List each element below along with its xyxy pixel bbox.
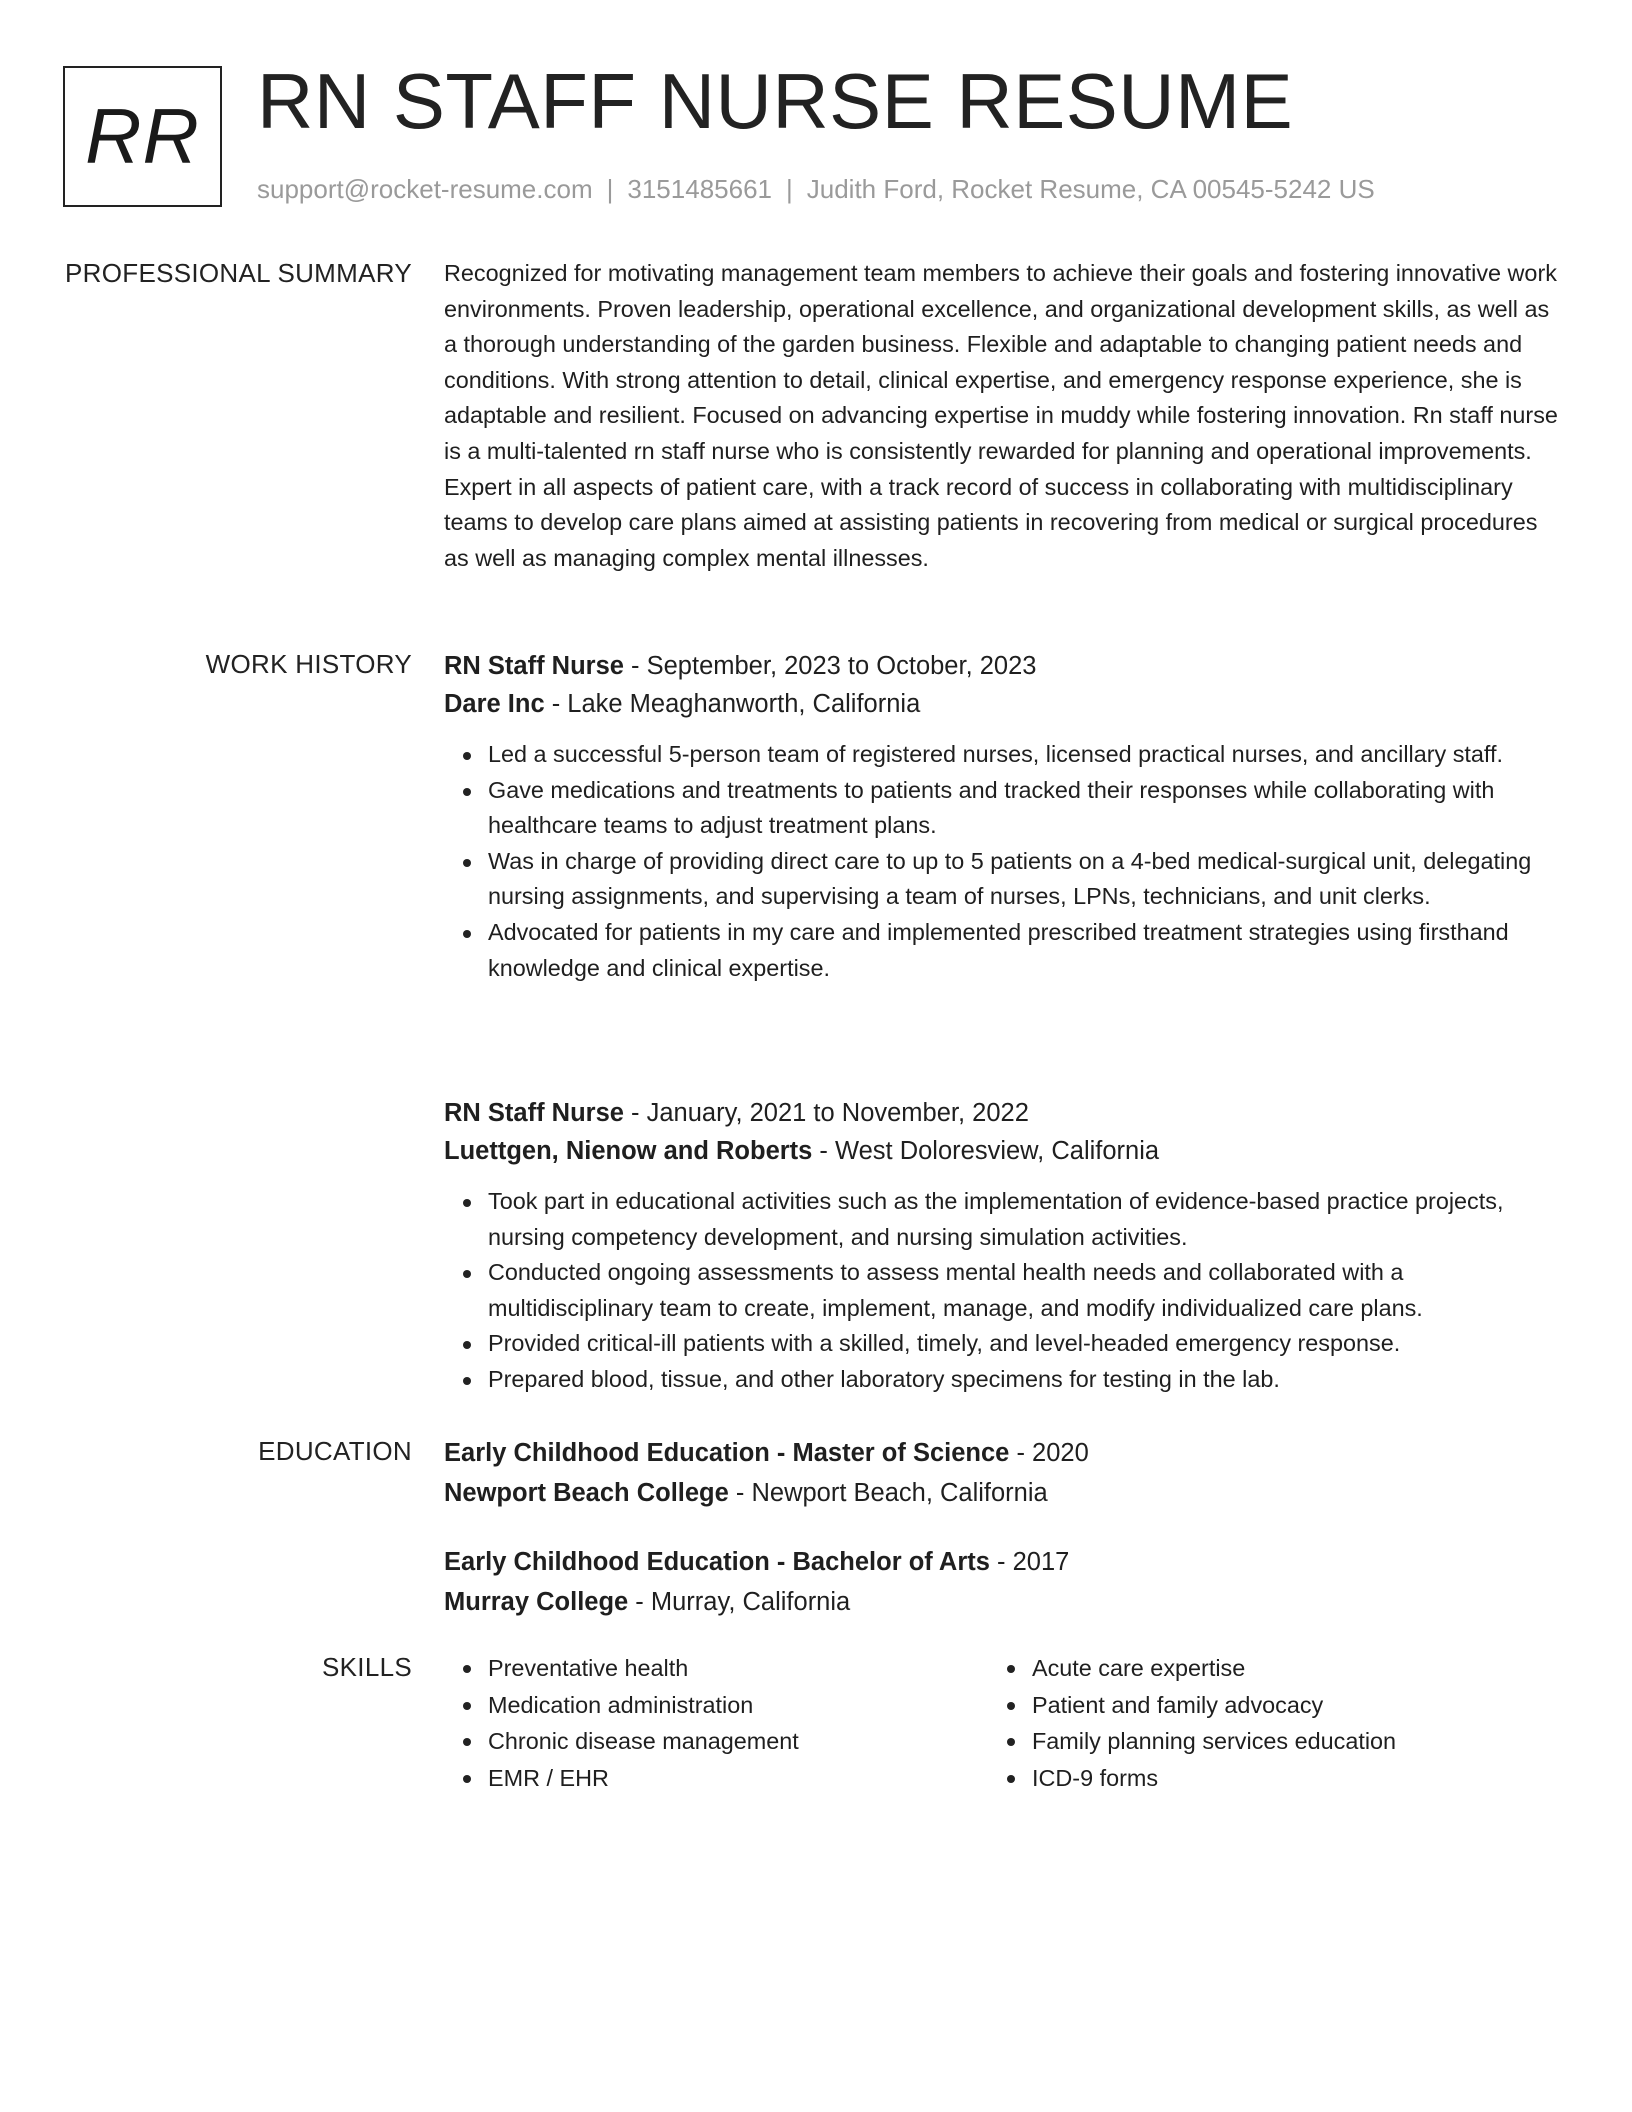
job-dates: - September, 2023 to October, 2023	[623, 652, 1037, 680]
summary-text: Recognized for motivating management team members to achieve their goals and fostering innovative work environments. Proven leadership, operational excellence, and organizational development skills, as well as a thorough understanding of the garden business. Flexible and adaptable to changing patient needs and conditions. With strong attention to detail, clinical expertise, and emergency response experience, she is adaptable and resilient. Focused on advancing expertise in muddy while fostering innovation. Rn staff nurse is a multi-talented rn staff nurse who is consistently rewarded for planning and operational improvements. Expert in all aspects of patient care, with a track record of success in collaborating with multidisciplinary teams to develop care plans aimed at assisting patients in recovering from medical or surgical procedures as well as managing complex mental illnesses.	[444, 260, 1558, 571]
contact-email: support@rocket-resume.com	[257, 174, 593, 204]
education-school-line	[444, 1474, 1559, 1512]
education-degree: Early Childhood Education - Master of Science	[444, 1439, 1010, 1467]
education-school: Newport Beach College	[444, 1479, 729, 1507]
skills-list	[988, 1650, 1396, 1796]
contact-separator: |	[606, 174, 614, 204]
skill-item: Patient and family advocacy	[1032, 1687, 1396, 1724]
skills-column-left	[444, 1650, 799, 1796]
job-company: Dare Inc	[444, 690, 545, 718]
skill-item: Chronic disease management	[488, 1723, 799, 1760]
education-school-line	[444, 1583, 1559, 1621]
job-title: RN Staff Nurse	[444, 652, 624, 680]
job-bullet: Provided critical-ill patients with a skilled, timely, and level-headed emergency response.	[488, 1326, 1559, 1362]
job-bullet: Conducted ongoing assessments to assess mental health needs and collaborated with a multidisciplinary team to create, implement, manage, and modify individualized care plans.	[488, 1255, 1559, 1326]
education-school: Murray College	[444, 1588, 629, 1616]
education-year: - 2020	[1009, 1439, 1089, 1467]
skill-item: ICD-9 forms	[1032, 1760, 1396, 1797]
education-degree-line	[444, 1434, 1559, 1472]
skills-list	[444, 1650, 799, 1796]
skill-item: Acute care expertise	[1032, 1650, 1396, 1687]
job-bullet: Led a successful 5-person team of registered nurses, licensed practical nurses, and ancillary staff.	[488, 737, 1559, 773]
job-title: RN Staff Nurse	[444, 1099, 624, 1127]
contact-address: Judith Ford, Rocket Resume, CA 00545-5242 US	[806, 174, 1375, 204]
job-entry	[444, 647, 1559, 986]
job-bullet: Gave medications and treatments to patients and tracked their responses while collaborating with healthcare teams to adjust treatment plans.	[488, 773, 1559, 844]
education-location: - Murray, California	[628, 1588, 851, 1616]
job-bullet-list	[444, 1184, 1559, 1398]
monogram-text: RR	[85, 92, 200, 180]
job-location: - West Doloresview, California	[812, 1137, 1160, 1165]
job-company-line	[444, 1132, 1559, 1170]
skill-item: EMR / EHR	[488, 1760, 799, 1797]
contact-separator: |	[786, 174, 793, 204]
education-location: - Newport Beach, California	[728, 1479, 1048, 1507]
education-entry	[444, 1434, 1559, 1512]
education-degree-line	[444, 1543, 1559, 1581]
skill-item: Family planning services education	[1032, 1723, 1396, 1760]
contact-phone: 3151485661	[627, 174, 772, 204]
skills-body	[444, 1650, 1559, 1800]
contact-line	[257, 173, 1375, 205]
section-label-work-history: WORK HISTORY	[205, 649, 412, 679]
job-title-line	[444, 1094, 1559, 1132]
education-degree: Early Childhood Education - Bachelor of Arts	[444, 1548, 990, 1576]
job-company-line	[444, 685, 1559, 723]
section-label-skills: SKILLS	[322, 1652, 412, 1682]
section-label-summary: PROFESSIONAL SUMMARY	[65, 258, 412, 288]
summary-body	[444, 256, 1559, 576]
section-label-education: EDUCATION	[258, 1436, 412, 1466]
education-entry	[444, 1543, 1559, 1621]
skill-item: Medication administration	[488, 1687, 799, 1724]
job-dates: - January, 2021 to November, 2022	[623, 1099, 1029, 1127]
job-company: Luettgen, Nienow and Roberts	[444, 1137, 813, 1165]
job-bullet: Advocated for patients in my care and implemented prescribed treatment strategies using firsthand knowledge and clinical expertise.	[488, 915, 1559, 986]
page-title: RN STAFF NURSE RESUME	[257, 57, 1294, 145]
job-bullet: Took part in educational activities such as the implementation of evidence-based practice projects, nursing competency development, and nursing simulation activities.	[488, 1184, 1559, 1255]
job-bullet: Was in charge of providing direct care to up to 5 patients on a 4-bed medical-surgical unit, delegating nursing assignments, and supervising a team of nurses, LPNs, technicians, and unit clerks.	[488, 844, 1559, 915]
job-title-line	[444, 647, 1559, 685]
job-location: - Lake Meaghanworth, California	[544, 690, 921, 718]
skills-column-right	[988, 1650, 1396, 1796]
skill-item: Preventative health	[488, 1650, 799, 1687]
monogram-logo	[63, 66, 222, 207]
education-year: - 2017	[989, 1548, 1070, 1576]
job-bullet-list	[444, 737, 1559, 986]
job-entry	[444, 1094, 1559, 1398]
job-bullet: Prepared blood, tissue, and other laboratory specimens for testing in the lab.	[488, 1362, 1559, 1398]
